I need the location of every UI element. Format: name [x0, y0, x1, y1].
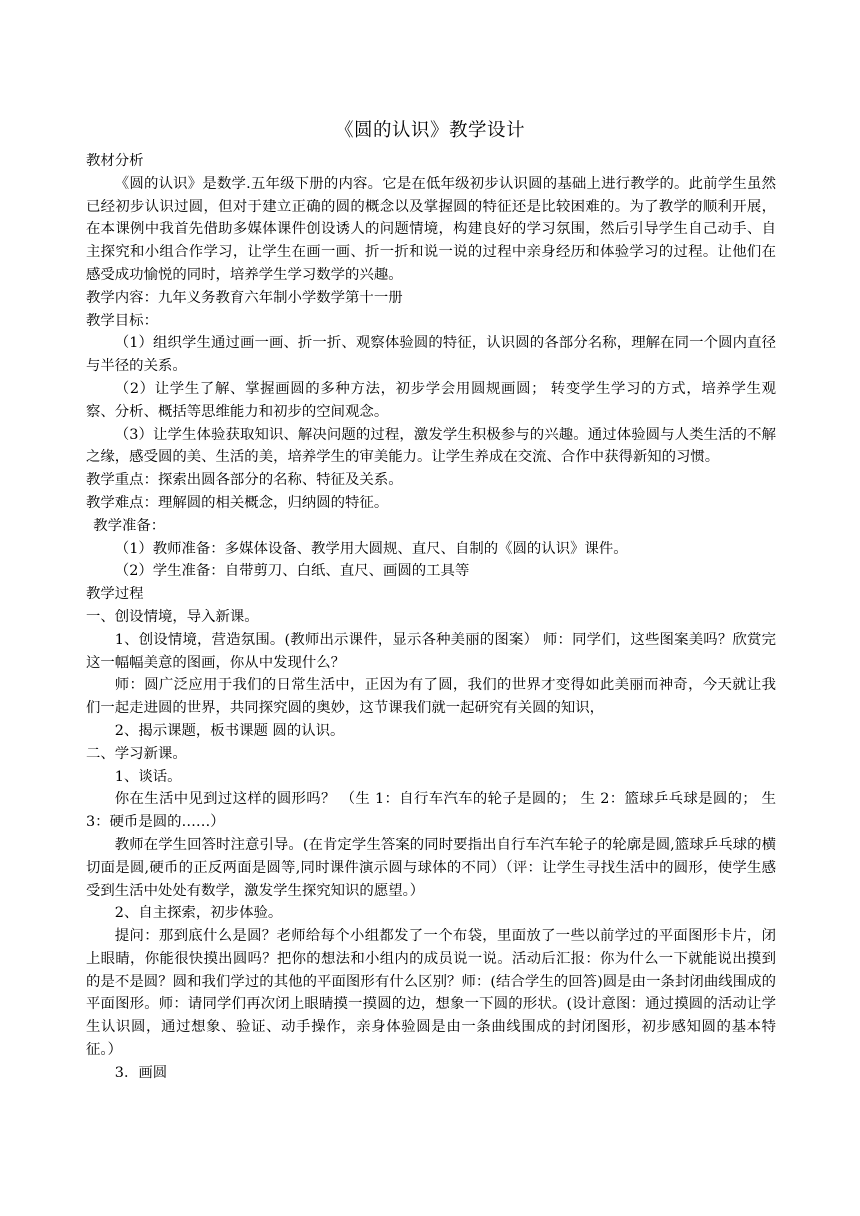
paragraph: （3）让学生体验获取知识、解决问题的过程，激发学生积极参与的兴趣。通过体验圆与人类生活的不解之缘，感受圆的美、生活的美，培养学生的审美能力。让学生养成在交流、合作中获得新知的习惯。: [86, 426, 776, 466]
paragraph: 2、揭示课题，板书课题 圆的认识。: [114, 722, 345, 739]
paragraph: 《圆的认识》是数学.五年级下册的内容。它是在低年级初步认识圆的基础上进行教学的。此前学生虽然已经初步认识过圆，但对于建立正确的圆的概念以及掌握圆的特征还是比较困难的。为了教学的顺利开展，在本课例中我首先借助多媒体课件创设诱人的问题情境，构建良好的学习氛围，然后引导学生自己动手、自主探究和小组合作学习，让学生在画一画、折一折和说一说的过程中亲身经历和体验学习的过程。让他们在感受成功愉悦的同时，培养学生学习数学的兴趣。: [86, 175, 776, 283]
paragraph: 教学目标：: [86, 312, 158, 329]
paragraph: （2）学生准备：自带剪刀、白纸、直尺、画圆的工具等: [114, 563, 470, 580]
paragraph: 教学准备：: [93, 517, 166, 534]
paragraph: 师：圆广泛应用于我们的日常生活中，正因为有了圆，我们的世界才变得如此美丽而神奇，今天就让我们一起走进圆的世界，共同探究圆的奥妙，这节课我们就一起研究有关圆的知识，: [86, 677, 776, 717]
document-title: 《圆的认识》教学设计: [334, 120, 525, 141]
paragraph: 教学重点：探索出圆各部分的名称、特征及关系。: [86, 472, 403, 489]
paragraph: 教材分析: [86, 153, 144, 169]
paragraph: 一、创设情境，导入新课。: [86, 608, 259, 625]
paragraph: 教学难点：理解圆的相关概念，归纳圆的特征。: [86, 494, 389, 511]
paragraph: 2、自主探索，初步体验。: [114, 905, 283, 922]
paragraph: 教师在学生回答时注意引导。(在肯定学生答案的同时要指出自行车汽车轮子的轮廓是圆,篮球乒乓球的横切面是圆,硬币的正反两面是圆等,同时课件演示圆与球体的不同）（评：让学生寻找生活中的圆形，使学生感受到生活中处处有数学，激发学生探究知识的愿望。）: [86, 836, 776, 899]
paragraph: 教学过程: [86, 586, 144, 603]
paragraph: 3．画圆: [114, 1064, 168, 1081]
paragraph: 二、学习新课。: [86, 745, 187, 762]
paragraph: 提问：那到底什么是圆？老师给每个小组都发了一个布袋，里面放了一些以前学过的平面图形卡片，闭上眼睛，你能很快摸出圆吗？把你的想法和小组内的成员说一说。活动后汇报：你为什么一下就能说出摸到的是不是圆？圆和我们学过的其他的平面图形有什么区别？师：(结合学生的回答)圆是由一条封闭曲线围成的平面图形。师：请同学们再次闭上眼睛摸一摸圆的边，想象一下圆的形状。(设计意图：通过摸圆的活动让学生认识圆，通过想象、验证、动手操作，亲身体验圆是由一条曲线围成的封闭图形，初步感知圆的基本特征。）: [86, 928, 776, 1059]
paragraph: （1）组织学生通过画一画、折一折、观察体验圆的特征，认识圆的各部分名称，理解在同一个圆内直径与半径的关系。: [86, 335, 776, 375]
paragraph: 1、创设情境，营造氛围。(教师出示课件，显示各种美丽的图案） 师：同学们，这些图案美吗？欣赏完这一幅幅美意的图画，你从中发现什么？: [86, 631, 776, 671]
paragraph: 教学内容：九年义务教育六年制小学数学第十一册: [86, 289, 403, 306]
paragraph: （2）让学生了解、掌握画圆的多种方法，初步学会用圆规画圆； 转变学生学习的方式，培养学生观察、分析、概括等思维能力和初步的空间观念。: [86, 380, 776, 420]
paragraph: 你在生活中见到过这样的圆形吗？ （生 1：自行车汽车的轮子是圆的； 生 2：篮球乒乓球是圆的； 生 3：硬币是圆的……）: [86, 791, 776, 831]
paragraph: （1）教师准备：多媒体设备、教学用大圆规、直尺、自制的《圆的认识》课件。: [114, 540, 628, 557]
document-body: [86, 150, 776, 1085]
paragraph: 1、谈话。: [114, 768, 182, 785]
